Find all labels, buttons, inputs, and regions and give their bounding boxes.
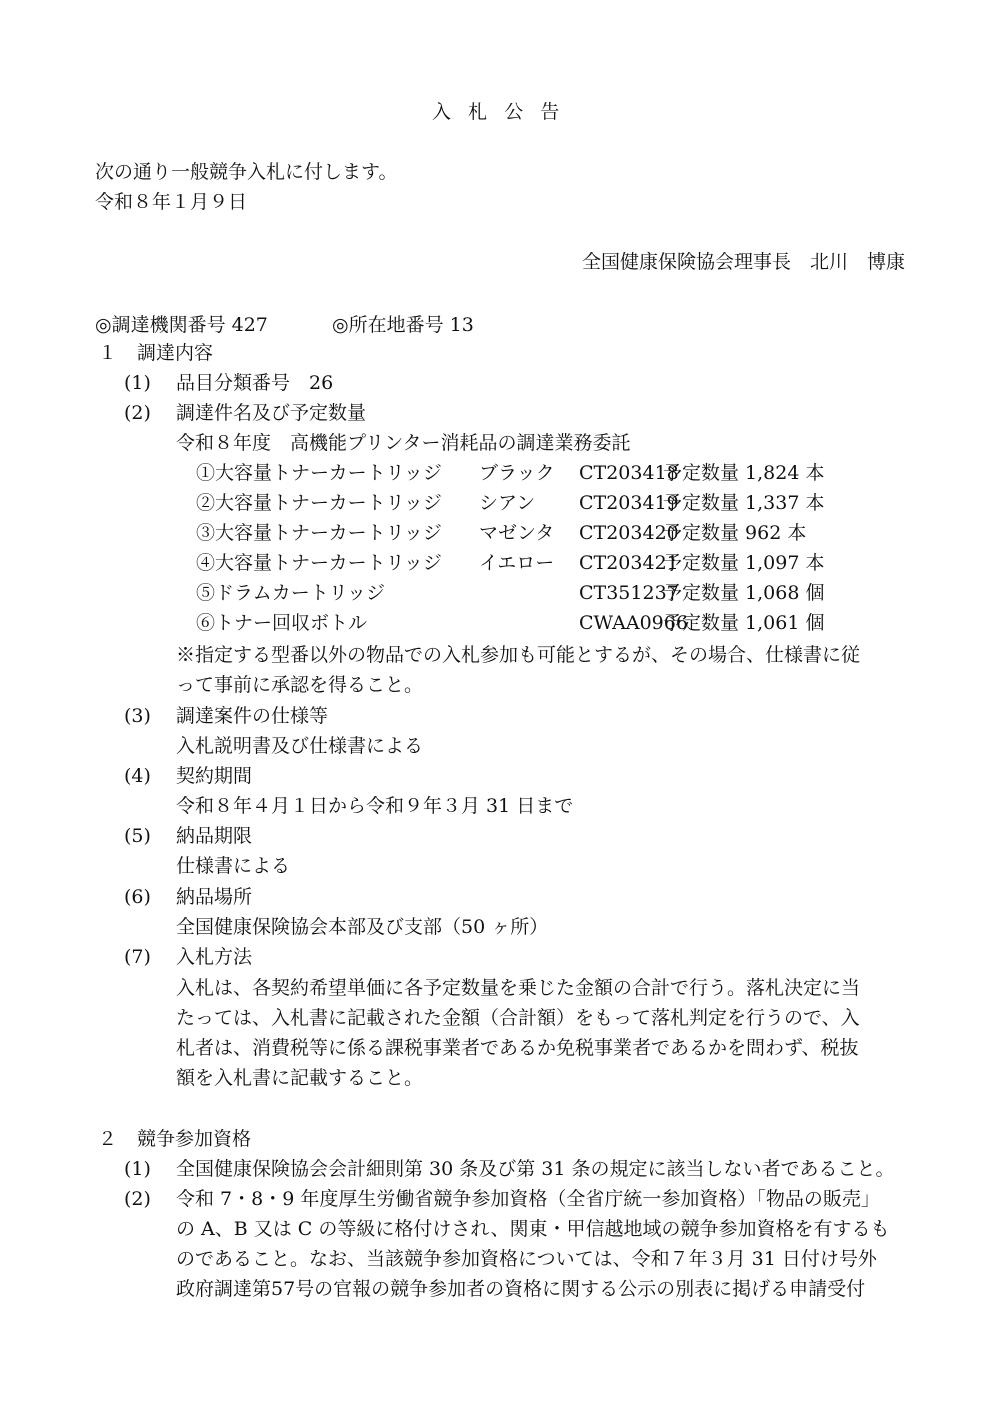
section-1-heading: 調達内容 bbox=[137, 342, 214, 364]
item-1-4-body: 令和８年４月１日から令和９年３月 31 日まで bbox=[176, 795, 574, 817]
item-name: ②大容量トナーカートリッジ bbox=[196, 492, 442, 514]
item-name: ③大容量トナーカートリッジ bbox=[196, 522, 442, 544]
procurement-subtitle: 令和８年度 高機能プリンター消耗品の調達業務委託 bbox=[176, 432, 631, 454]
item-2-2-number: (2) bbox=[124, 1188, 151, 1210]
item-1-1-text: 品目分類番号 26 bbox=[176, 372, 334, 394]
item-1-7-body-line-2: たっては、入札書に記載された金額（合計額）をもって落札判定を行うので、入 bbox=[176, 1007, 860, 1029]
item-color: シアン bbox=[479, 492, 536, 514]
agency-number: ◎調達機関番号 427 bbox=[95, 314, 268, 336]
list-item bbox=[0, 460, 1000, 486]
document-title: 入札公告 bbox=[432, 101, 577, 123]
item-1-5-body: 仕様書による bbox=[176, 855, 291, 877]
item-color: ブラック bbox=[479, 462, 555, 484]
item-1-6-number: (6) bbox=[124, 886, 151, 908]
item-model: CT203419 bbox=[579, 492, 679, 514]
item-2-1-number: (1) bbox=[124, 1158, 151, 1180]
note-line-2: って事前に承認を得ること。 bbox=[176, 674, 424, 696]
item-1-5-number: (5) bbox=[124, 825, 151, 847]
item-2-2-line-4: 政府調達第57号の官報の競争参加者の資格に関する公示の別表に掲げる申請受付 bbox=[176, 1278, 866, 1300]
list-item bbox=[0, 520, 1000, 546]
item-model: CT203420 bbox=[579, 522, 679, 544]
item-color: マゼンタ bbox=[479, 522, 555, 544]
item-1-7-body-line-1: 入札は、各契約希望単価に各予定数量を乗じた金額の合計で行う。落札決定に当 bbox=[176, 977, 861, 999]
item-1-3-heading: 調達案件の仕様等 bbox=[176, 705, 329, 727]
item-2-2-line-3: のであること。なお、当該競争参加資格については、令和７年３月 31 日付け号外 bbox=[176, 1248, 877, 1270]
item-name: ⑤ドラムカートリッジ bbox=[196, 582, 386, 604]
item-1-3-body: 入札説明書及び仕様書による bbox=[176, 735, 424, 757]
section-2-heading: 競争参加資格 bbox=[137, 1128, 252, 1150]
item-name: ①大容量トナーカートリッジ bbox=[196, 462, 442, 484]
item-1-4-number: (4) bbox=[124, 765, 151, 787]
item-2-2-line-1: 令和 7・8・9 年度厚生労働省競争参加資格（全省庁統一参加資格）「物品の販売」 bbox=[176, 1188, 880, 1210]
item-name: ⑥トナー回収ボトル bbox=[196, 612, 368, 634]
item-name: ④大容量トナーカートリッジ bbox=[196, 552, 442, 574]
list-item bbox=[0, 550, 1000, 576]
item-1-3-number: (3) bbox=[124, 705, 151, 727]
item-1-2-heading: 調達件名及び予定数量 bbox=[176, 402, 367, 424]
item-model: CT203418 bbox=[579, 462, 679, 484]
item-1-6-body: 全国健康保険協会本部及び支部（50 ヶ所） bbox=[176, 916, 549, 938]
item-model: CWAA0966 bbox=[579, 612, 688, 634]
item-quantity: 予定数量 1,061 個 bbox=[663, 612, 825, 634]
item-quantity: 予定数量 1,337 本 bbox=[663, 492, 825, 514]
item-1-2-number: (2) bbox=[124, 402, 151, 424]
item-1-1-number: (1) bbox=[124, 372, 151, 394]
location-number: ◎所在地番号 13 bbox=[332, 314, 474, 336]
issuer: 全国健康保険協会理事長 北川 博康 bbox=[581, 251, 905, 273]
item-model: CT203421 bbox=[579, 552, 679, 574]
item-quantity: 予定数量 1,097 本 bbox=[663, 552, 825, 574]
section-1-number: １ bbox=[98, 342, 118, 364]
item-quantity: 予定数量 1,068 個 bbox=[663, 582, 825, 604]
item-1-4-heading: 契約期間 bbox=[176, 765, 253, 787]
item-1-6-heading: 納品場所 bbox=[176, 886, 253, 908]
list-item bbox=[0, 610, 1000, 636]
item-1-5-heading: 納品期限 bbox=[176, 825, 253, 847]
item-1-7-body-line-4: 額を入札書に記載すること。 bbox=[176, 1067, 424, 1089]
note-line-1: ※指定する型番以外の物品での入札参加も可能とするが、その場合、仕様書に従 bbox=[176, 644, 861, 666]
item-quantity: 予定数量 962 本 bbox=[663, 522, 807, 544]
item-1-7-heading: 入札方法 bbox=[176, 946, 253, 968]
item-1-7-body-line-3: 札者は、消費税等に係る課税事業者であるか免税事業者であるかを問わず、税抜 bbox=[176, 1037, 859, 1059]
intro-text: 次の通り一般競争入札に付します。 bbox=[95, 161, 398, 183]
list-item bbox=[0, 490, 1000, 516]
item-model: CT351237 bbox=[579, 582, 679, 604]
section-2-number: ２ bbox=[98, 1128, 118, 1150]
item-2-1-text: 全国健康保険協会会計細則第 30 条及び第 31 条の規定に該当しない者であること。 bbox=[176, 1158, 895, 1180]
list-item bbox=[0, 580, 1000, 606]
announcement-date: 令和８年１月９日 bbox=[95, 191, 248, 213]
item-color: イエロー bbox=[479, 552, 555, 574]
item-1-7-number: (7) bbox=[124, 946, 151, 968]
item-quantity: 予定数量 1,824 本 bbox=[663, 462, 825, 484]
item-2-2-line-2: の A、B 又は C の等級に格付けされ、関東・甲信越地域の競争参加資格を有するも bbox=[176, 1218, 890, 1240]
